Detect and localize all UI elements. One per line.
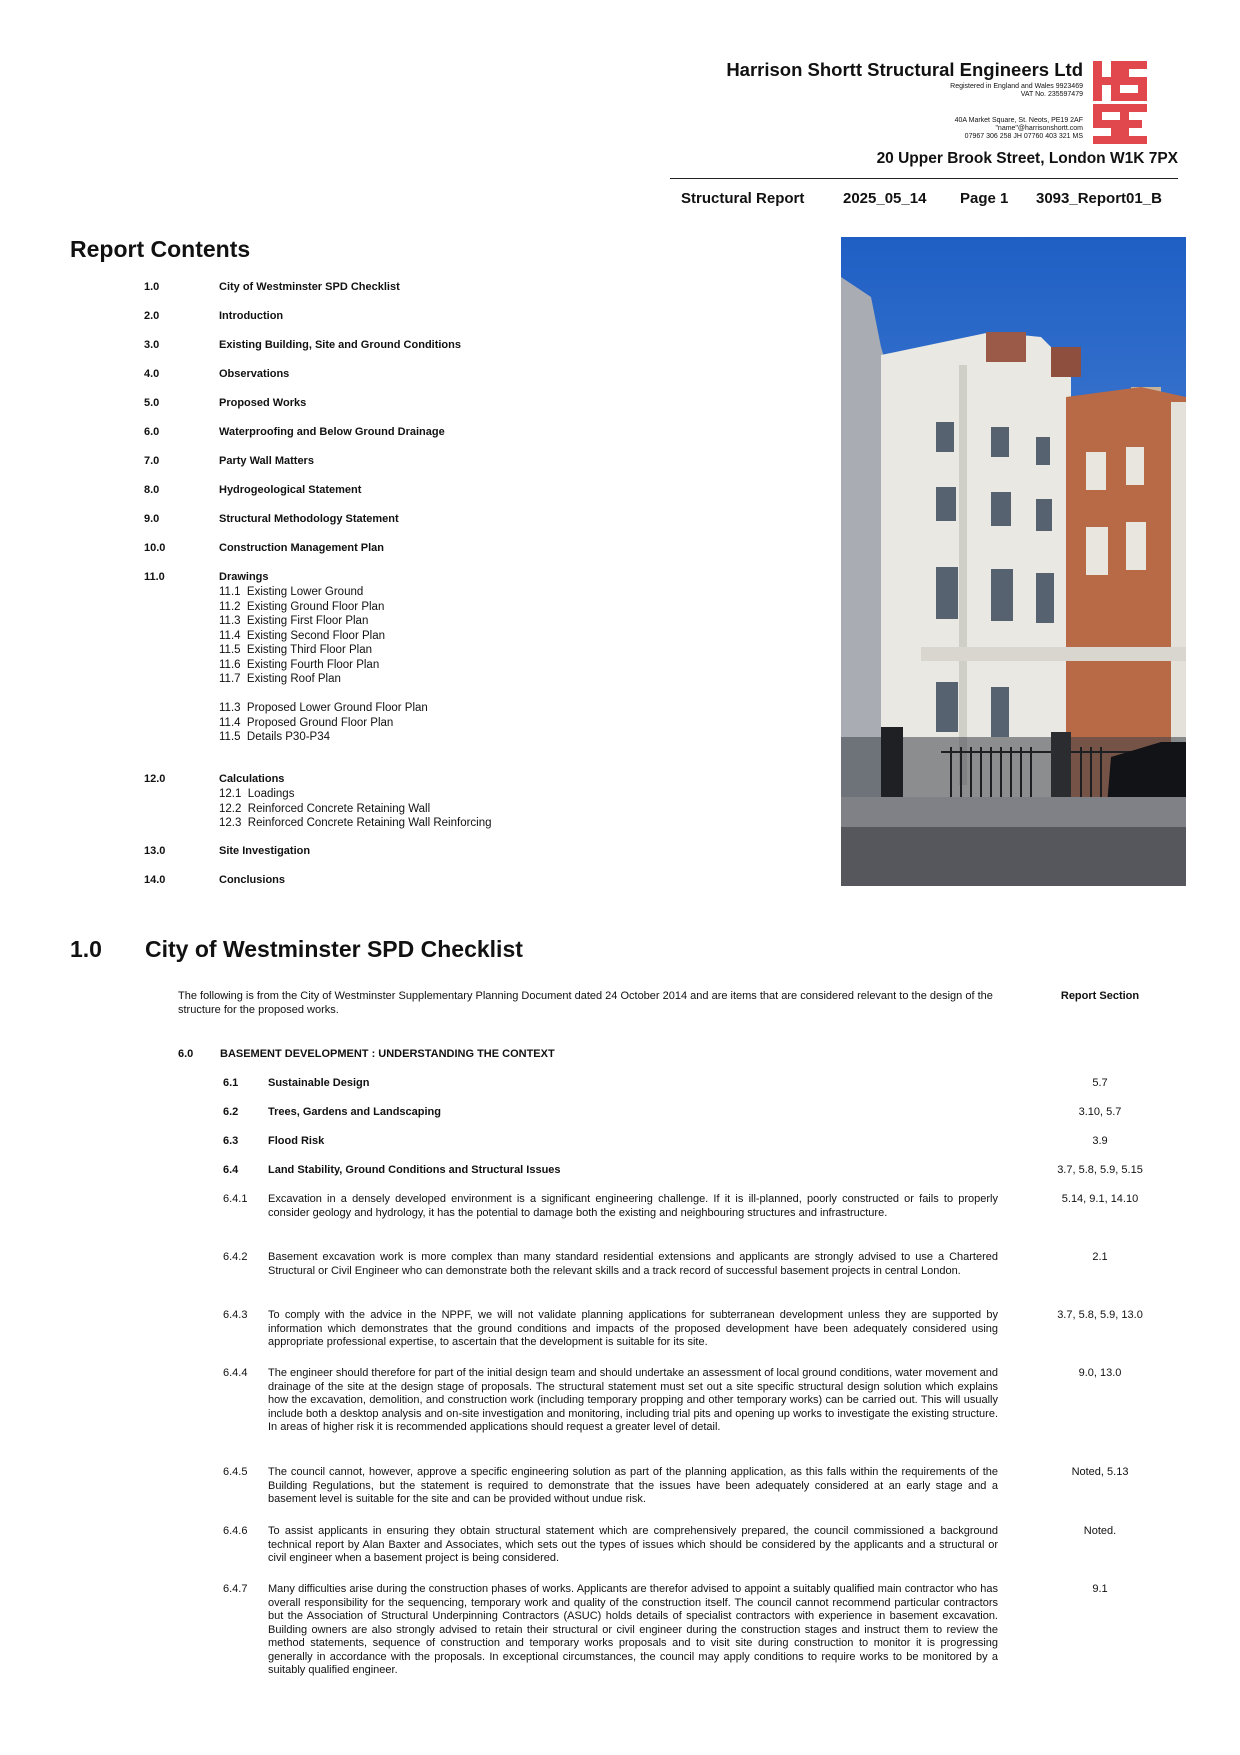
subsection-title: BASEMENT DEVELOPMENT : UNDERSTANDING THE CONTEXT <box>220 1048 555 1060</box>
toc-number: 11.0 <box>144 571 165 583</box>
checklist-paragraph-number: 6.4.1 <box>223 1193 248 1205</box>
report-section-ref: Noted. <box>1083 1525 1117 1537</box>
toc-subitem: 11.5 Details P30-P34 <box>219 731 331 743</box>
toc-number: 2.0 <box>144 310 160 322</box>
subsection-number: 6.0 <box>178 1048 194 1060</box>
report-section-column-header: Report Section <box>1060 990 1140 1002</box>
toc-title: Waterproofing and Below Ground Drainage <box>219 426 445 438</box>
toc-subitem: 12.3 Reinforced Concrete Retaining Wall Reinforcing <box>219 817 492 829</box>
toc-title: Proposed Works <box>219 397 307 409</box>
report-type: Structural Report <box>681 190 805 207</box>
checklist-heading-number: 6.1 <box>223 1077 239 1089</box>
toc-subitem: 11.5 Existing Third Floor Plan <box>219 644 372 656</box>
toc-number: 3.0 <box>144 339 160 351</box>
toc-title: Existing Building, Site and Ground Conditions <box>219 339 461 351</box>
toc-number: 7.0 <box>144 455 160 467</box>
checklist-paragraph-number: 6.4.7 <box>223 1583 248 1595</box>
checklist-heading-title: Sustainable Design <box>268 1077 370 1089</box>
section-number: 1.0 <box>70 936 102 962</box>
toc-title: Observations <box>219 368 290 380</box>
report-section-ref: 3.7, 5.8, 5.9, 5.15 <box>1057 1164 1143 1176</box>
registration-number: Registered in England and Wales 9923469 <box>950 83 1083 90</box>
toc-subitem: 11.3 Proposed Lower Ground Floor Plan <box>219 702 428 714</box>
site-address: 20 Upper Brook Street, London W1K 7PX <box>876 150 1178 167</box>
toc-subitem: 11.4 Proposed Ground Floor Plan <box>219 716 394 729</box>
hsse-logo <box>1093 61 1147 144</box>
contents-title: Report Contents <box>70 236 251 262</box>
toc-subitem: 11.7 Existing Roof Plan <box>219 673 341 685</box>
toc-number: 12.0 <box>144 773 166 785</box>
toc-title: Site Investigation <box>219 845 311 857</box>
report-reference: 3093_Report01_B <box>1036 190 1162 207</box>
checklist-heading-title: Flood Risk <box>268 1135 325 1147</box>
checklist-heading-number: 6.4 <box>223 1164 239 1176</box>
company-name: Harrison Shortt Structural Engineers Ltd <box>726 59 1083 80</box>
report-section-ref: 3.9 <box>1092 1135 1108 1147</box>
toc-subitem: 11.6 Existing Fourth Floor Plan <box>219 658 380 671</box>
checklist-paragraph-text: The council cannot, however, approve a specific engineering solution as part of the planning application, as this falls within the requirements of the Building Regulations, but the statement is required to demonstrate that the issues have been adequately considered at an early stage and a basement level is suitable for the site and can be provided without undue risk. <box>268 1466 998 1505</box>
toc-number: 4.0 <box>144 368 160 380</box>
report-section-ref: 3.7, 5.8, 5.9, 13.0 <box>1057 1309 1143 1321</box>
toc-subitem: 11.3 Existing First Floor Plan <box>219 615 369 627</box>
report-section-ref: 3.10, 5.7 <box>1078 1106 1122 1118</box>
checklist-paragraph-text: Many difficulties arise during the construction phases of works. Applicants are therefor advised to appoint a suitably qualified main contractor who has overall responsibility for the sequencing, temporary work and quality of the construction itself. The council cannot recommend particular contractors but the Association of Structural Underpinning Contractors (ASUC) holds details of specialist contractors with experience in basement excavation. Building owners are also strongly advised to retain their structural or civil engineer during the construction stages and instruct them to review the method statements, sequence of construction and temporary works proposals and to visit site during construction to monitor it is progressing generally in accordance with the proposals. In exceptional circumstances, the council may apply conditions to require works to be monitored by a suitably qualified engineer. <box>268 1583 998 1676</box>
checklist-heading-number: 6.2 <box>223 1106 239 1118</box>
toc-subitem: 12.1 Loadings <box>219 788 295 800</box>
company-phones: 07967 306 258 JH 07760 403 321 MS <box>964 133 1083 140</box>
checklist-paragraph-number: 6.4.4 <box>223 1367 248 1379</box>
toc-number: 1.0 <box>144 281 160 293</box>
toc-title: Drawings <box>219 571 269 583</box>
toc-title: Structural Methodology Statement <box>219 513 399 525</box>
checklist-paragraph-text: To assist applicants in ensuring they obtain structural statement which are comprehensively prepared, the council commissioned a background technical report by Alan Baxter and Associates, which sets out the types of issues which should be considered by the applicants and a structural or civil engineer when a basement project is being considered. <box>268 1525 998 1564</box>
report-section-ref: 5.7 <box>1092 1077 1108 1089</box>
toc-title: Conclusions <box>219 874 286 886</box>
company-address: 40A Market Square, St. Neots, PE19 2AF <box>954 117 1083 124</box>
toc-number: 10.0 <box>144 542 166 554</box>
toc-number: 9.0 <box>144 513 160 525</box>
toc-title: Introduction <box>219 310 284 322</box>
toc-title: City of Westminster SPD Checklist <box>219 281 400 293</box>
checklist-paragraph-number: 6.4.2 <box>223 1251 248 1263</box>
report-section-ref: 2.1 <box>1092 1251 1108 1263</box>
checklist-paragraph-text: To comply with the advice in the NPPF, we will not validate planning applications for subterranean development unless they are supported by information which demonstrates that the ground conditions and impacts of the proposed development have been adequately considered using appropriate professional expertise, to ascertain that the development is suitable for its site. <box>268 1309 998 1348</box>
toc-subitem: 11.1 Existing Lower Ground <box>219 586 364 598</box>
company-email: "name"@harrisonshortt.com <box>995 125 1083 132</box>
page-number: Page 1 <box>960 190 1009 207</box>
toc-number: 14.0 <box>144 874 166 886</box>
report-section-ref: Noted, 5.13 <box>1071 1466 1129 1478</box>
checklist-heading-title: Trees, Gardens and Landscaping <box>268 1106 441 1118</box>
checklist-heading-number: 6.3 <box>223 1135 239 1147</box>
toc-title: Hydrogeological Statement <box>219 484 362 496</box>
toc-subitem: 11.4 Existing Second Floor Plan <box>219 629 385 642</box>
header-divider <box>670 178 1178 179</box>
report-section-ref: 9.0, 13.0 <box>1078 1367 1122 1379</box>
intro-paragraph: The following is from the City of Westminster Supplementary Planning Document dated 24 October 2014 and are items that are considered relevant to the design of the structure for the proposed works. <box>178 990 993 1016</box>
vat-number: VAT No. 235597479 <box>1020 91 1083 98</box>
checklist-paragraph-text: Excavation in a densely developed environment is a significant engineering challenge. If it is ill-planned, poorly constructed or fails to properly consider geology and hydrology, it has the potential to damage both the existing and neighbouring structures and infrastructure. <box>268 1193 998 1219</box>
toc-title: Party Wall Matters <box>219 455 314 467</box>
toc-number: 5.0 <box>144 397 160 409</box>
section-title: City of Westminster SPD Checklist <box>145 936 523 962</box>
building-photo <box>841 237 1186 886</box>
report-section-ref: 5.14, 9.1, 14.10 <box>1061 1193 1139 1205</box>
toc-title: Calculations <box>219 773 285 785</box>
checklist-paragraph-number: 6.4.5 <box>223 1466 248 1478</box>
checklist-heading-title: Land Stability, Ground Conditions and Structural Issues <box>268 1164 561 1176</box>
checklist-paragraph-text: Basement excavation work is more complex than many standard residential extensions and applicants are strongly advised to use a Chartered Structural or Civil Engineer who can demonstrate both the relevant skills and a track record of successful basement projects in central London. <box>268 1251 998 1277</box>
toc-subitem: 11.2 Existing Ground Floor Plan <box>219 600 385 613</box>
report-date: 2025_05_14 <box>843 190 927 207</box>
checklist-paragraph-number: 6.4.6 <box>223 1525 248 1537</box>
checklist-paragraph-number: 6.4.3 <box>223 1309 248 1321</box>
report-section-ref: 9.1 <box>1092 1583 1108 1595</box>
toc-number: 8.0 <box>144 484 160 496</box>
checklist-paragraph-text: The engineer should therefore for part of the initial design team and should undertake an assessment of local ground conditions, water movement and drainage of the site at the design stage of proposals. The structural statement must set out a site specific structural design solution which explains how the excavation, demolition, and construction work (including temporary propping and other temporary works) can be carried out. This will usually include both a desktop analysis and on-site investigation and monitoring, including trial pits and opening up works to investigate the existing structure. In areas of higher risk it is recommended applications should request a greater level of detail. <box>268 1367 998 1433</box>
toc-title: Construction Management Plan <box>219 542 385 554</box>
toc-number: 13.0 <box>144 845 166 857</box>
toc-number: 6.0 <box>144 426 160 438</box>
toc-subitem: 12.2 Reinforced Concrete Retaining Wall <box>219 802 431 815</box>
